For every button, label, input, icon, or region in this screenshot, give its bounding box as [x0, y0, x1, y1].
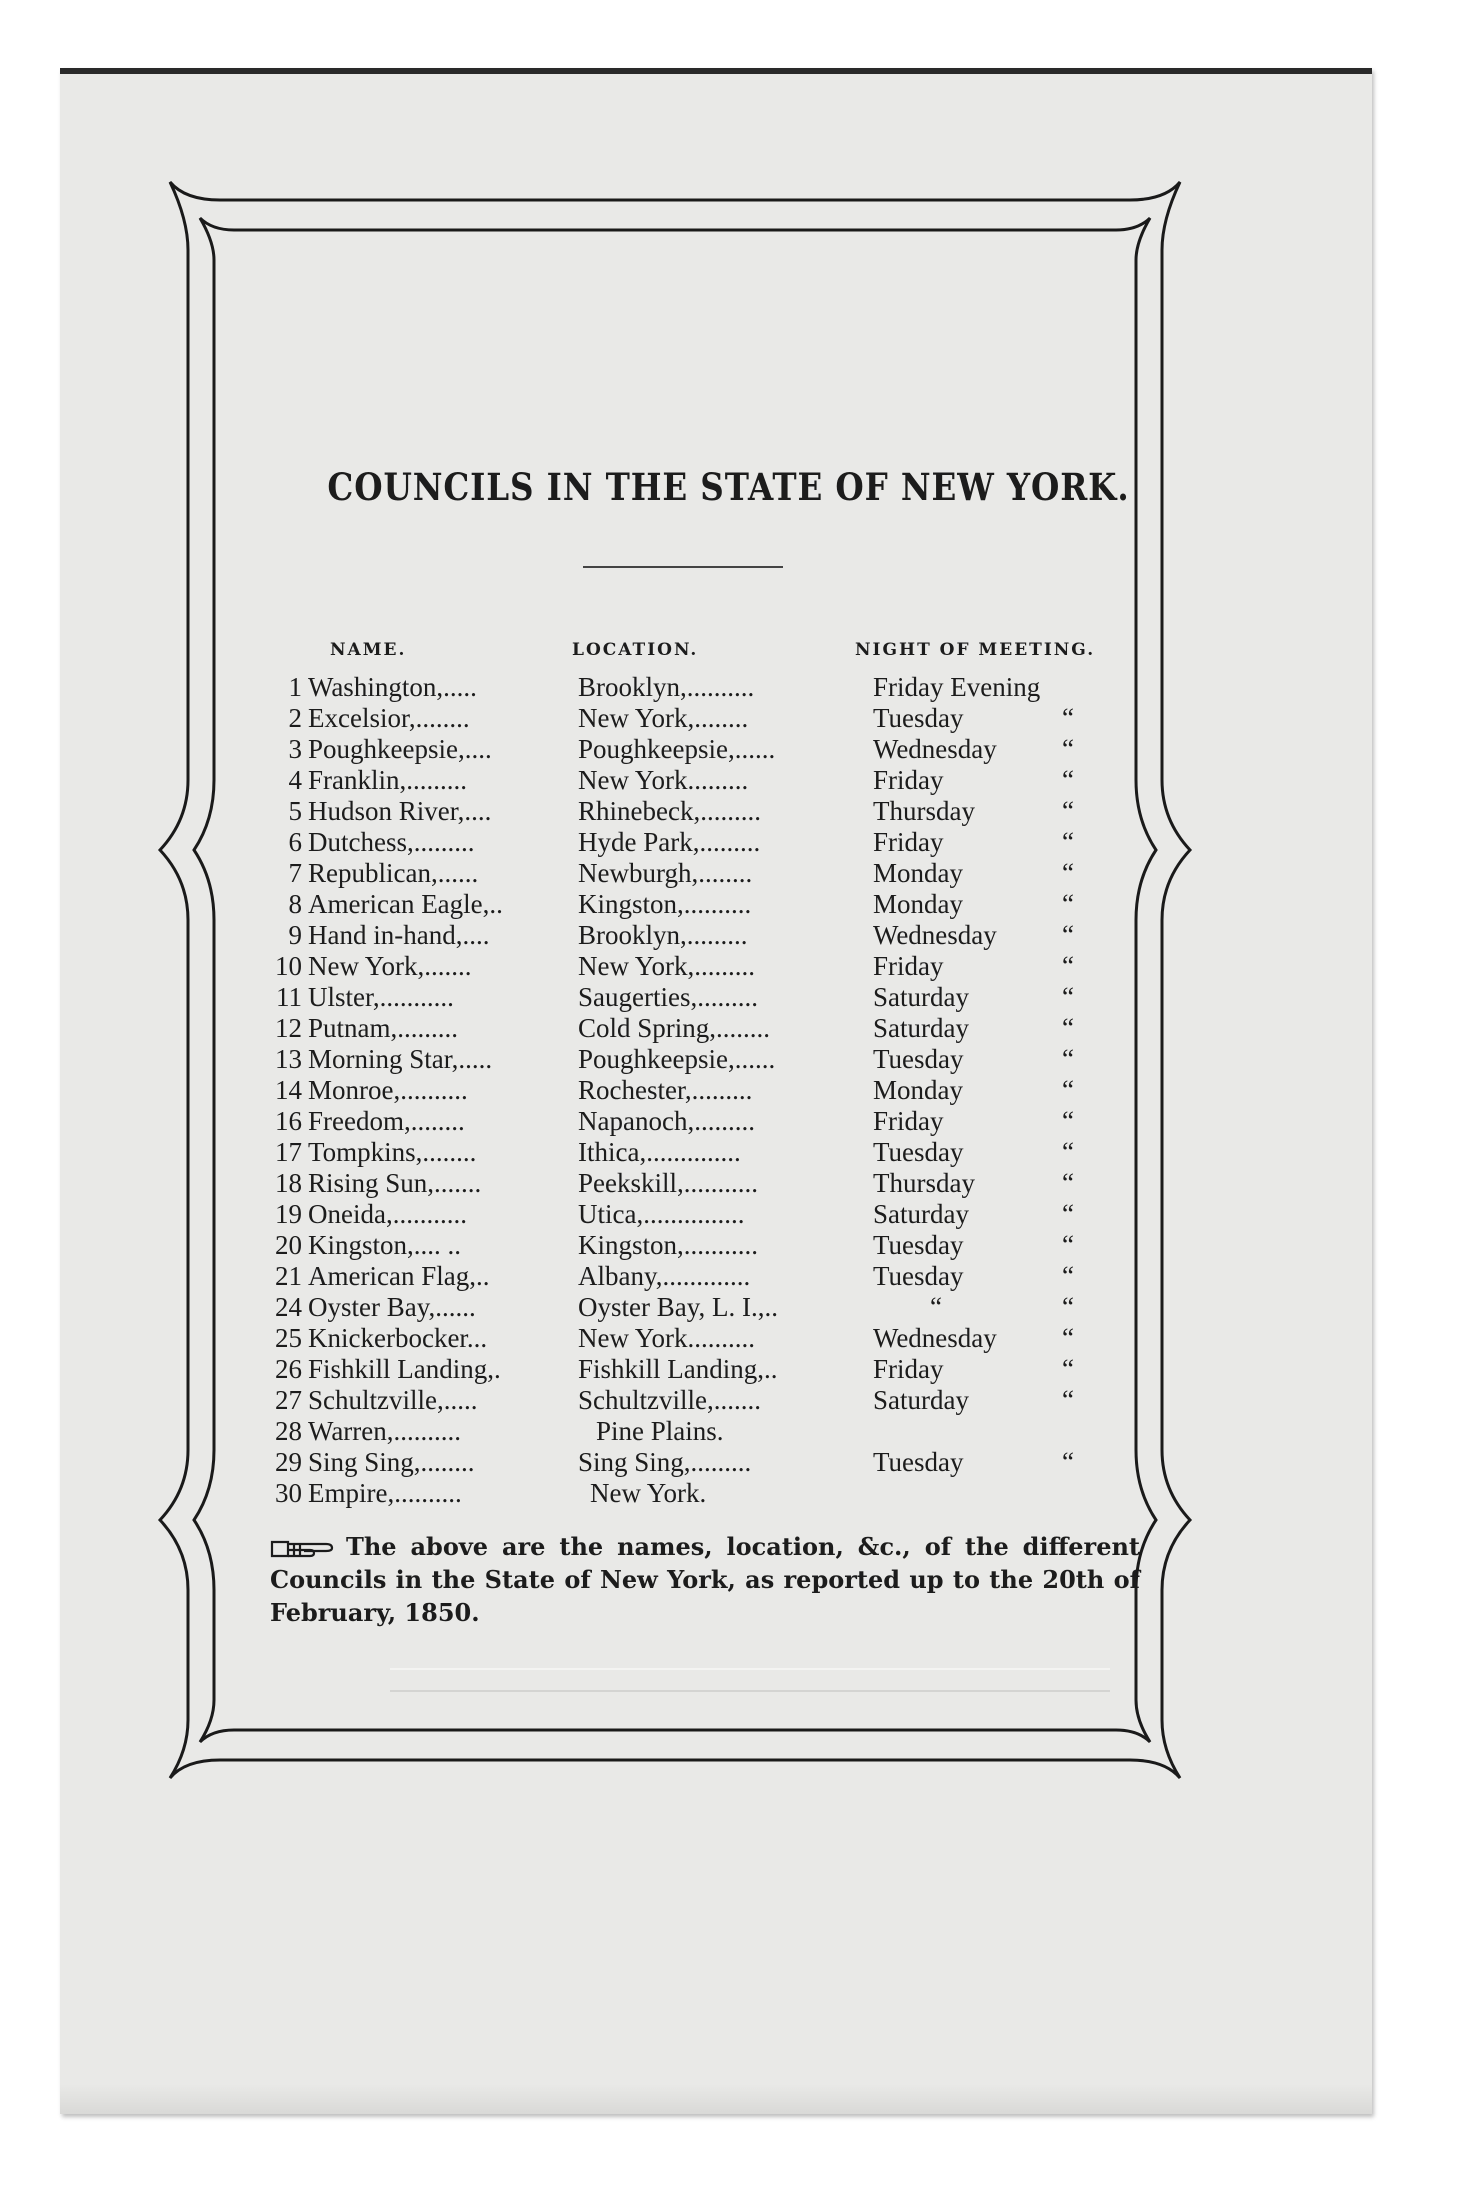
council-name: Rising Sun,.......: [308, 1168, 482, 1198]
row-number: 11: [276, 982, 302, 1012]
meeting-night: Thursday: [873, 1168, 975, 1198]
row-number: 21: [275, 1261, 302, 1291]
council-location: Sing Sing,.........: [578, 1447, 752, 1477]
council-location: Newburgh,........: [578, 858, 753, 888]
table-row: [0, 1199, 1457, 1230]
council-name: Kingston,.... ..: [308, 1230, 462, 1260]
table-row: [0, 982, 1457, 1013]
row-number: 29: [275, 1447, 302, 1477]
table-row: [0, 1137, 1457, 1168]
meeting-night: Monday: [873, 858, 963, 888]
council-location: New York.: [590, 1478, 707, 1508]
row-number: 4: [288, 765, 302, 795]
table-row: [0, 1075, 1457, 1106]
council-name: American Flag,..: [308, 1261, 490, 1291]
council-location: Saugerties,.........: [578, 982, 758, 1012]
row-number: 5: [288, 796, 302, 826]
ditto-mark: “: [1062, 1323, 1074, 1353]
council-name: Freedom,........: [308, 1106, 465, 1136]
meeting-night: Wednesday: [873, 1323, 997, 1353]
council-location: Peekskill,...........: [578, 1168, 758, 1198]
council-name: Putnam,.........: [308, 1013, 459, 1043]
council-name: Republican,......: [308, 858, 479, 888]
council-location: Brooklyn,.........: [578, 920, 748, 950]
council-location: Pine Plains.: [596, 1416, 724, 1446]
row-number: 14: [275, 1075, 302, 1105]
meeting-night: Friday: [873, 827, 944, 857]
table-row: [0, 1478, 1457, 1509]
council-name: Schultzville,.....: [308, 1385, 478, 1415]
ditto-mark: “: [1062, 765, 1074, 795]
row-number: 18: [275, 1168, 302, 1198]
ditto-mark: “: [1062, 889, 1074, 919]
council-name: Knickerbocker...: [308, 1323, 488, 1353]
table-row: [0, 889, 1457, 920]
table-row: [0, 920, 1457, 951]
page-title: COUNCILS IN THE STATE OF NEW YORK.: [327, 465, 1130, 509]
table-row: [0, 951, 1457, 982]
row-number: 10: [275, 951, 302, 981]
council-location: Hyde Park,.........: [578, 827, 761, 857]
council-name: Fishkill Landing,.: [308, 1354, 501, 1384]
council-location: Kingston,..........: [578, 889, 752, 919]
meeting-night: Friday: [873, 1354, 944, 1384]
ditto-mark: “: [1062, 827, 1074, 857]
row-number: 28: [275, 1416, 302, 1446]
council-location: New York.........: [578, 765, 749, 795]
council-name: Hudson River,....: [308, 796, 492, 826]
council-name: Excelsior,........: [308, 703, 470, 733]
pointing-hand-icon: [270, 1538, 334, 1560]
row-number: 13: [275, 1044, 302, 1074]
council-location: New York..........: [578, 1323, 756, 1353]
table-row: [0, 1013, 1457, 1044]
table-row: [0, 1385, 1457, 1416]
table-row: [0, 1230, 1457, 1261]
header-night-of-meeting: NIGHT OF MEETING.: [855, 640, 1096, 660]
council-location: Poughkeepsie,......: [578, 734, 776, 764]
council-name: Sing Sing,........: [308, 1447, 475, 1477]
ditto-mark: “: [1062, 703, 1074, 733]
council-location: Schultzville,.......: [578, 1385, 761, 1415]
row-number: 9: [288, 920, 302, 950]
council-name: American Eagle,..: [308, 889, 503, 919]
meeting-night: Saturday: [873, 982, 969, 1012]
council-location: Poughkeepsie,......: [578, 1044, 776, 1074]
table-row: [0, 672, 1457, 703]
meeting-night: Friday: [873, 1106, 944, 1136]
meeting-night: Friday Evening: [873, 672, 1041, 702]
ditto-mark: “: [1062, 1292, 1074, 1322]
ditto-mark: “: [1062, 1230, 1074, 1260]
council-location: Oyster Bay, L. I.,..: [578, 1292, 778, 1322]
row-number: 3: [288, 734, 302, 764]
row-number: 2: [288, 703, 302, 733]
council-name: Ulster,...........: [308, 982, 454, 1012]
row-number: 12: [275, 1013, 302, 1043]
meeting-night: Friday: [873, 951, 944, 981]
council-name: Tompkins,........: [308, 1137, 477, 1167]
meeting-night: Saturday: [873, 1013, 969, 1043]
council-location: Rochester,.........: [578, 1075, 753, 1105]
ditto-mark: “: [1062, 1261, 1074, 1291]
table-row: [0, 796, 1457, 827]
council-name: Oyster Bay,......: [308, 1292, 476, 1322]
column-headers: [0, 640, 1457, 664]
ditto-mark: “: [1062, 1106, 1074, 1136]
council-name: Oneida,...........: [308, 1199, 467, 1229]
table-row: [0, 1354, 1457, 1385]
meeting-night: Saturday: [873, 1385, 969, 1415]
footnote-text: The above are the names, location, &c., of the different Councils in the State of New York, as reported up to the 20th of February, 1850.: [270, 1532, 1140, 1627]
table-row: [0, 827, 1457, 858]
meeting-night: “: [930, 1292, 942, 1322]
ditto-mark: “: [1062, 1013, 1074, 1043]
row-number: 16: [275, 1106, 302, 1136]
header-name: NAME.: [330, 640, 407, 660]
ditto-mark: “: [1062, 858, 1074, 888]
table-row: [0, 1168, 1457, 1199]
ditto-mark: “: [1062, 920, 1074, 950]
council-location: Utica,...............: [578, 1199, 745, 1229]
council-location: Cold Spring,........: [578, 1013, 771, 1043]
council-location: New York,........: [578, 703, 749, 733]
row-number: 8: [288, 889, 302, 919]
row-number: 27: [275, 1385, 302, 1415]
council-location: Brooklyn,..........: [578, 672, 755, 702]
council-name: New York,.......: [308, 951, 472, 981]
row-number: 24: [275, 1292, 302, 1322]
council-name: Empire,..........: [308, 1478, 462, 1508]
meeting-night: Tuesday: [873, 703, 964, 733]
council-name: Dutchess,.........: [308, 827, 475, 857]
meeting-night: Wednesday: [873, 734, 997, 764]
council-name: Franklin,.........: [308, 765, 467, 795]
ditto-mark: “: [1062, 951, 1074, 981]
council-name: Morning Star,.....: [308, 1044, 493, 1074]
row-number: 6: [288, 827, 302, 857]
ditto-mark: “: [1062, 1385, 1074, 1415]
ditto-mark: “: [1062, 1199, 1074, 1229]
meeting-night: Friday: [873, 765, 944, 795]
council-location: New York,.........: [578, 951, 756, 981]
table-row: [0, 734, 1457, 765]
row-number: 17: [275, 1137, 302, 1167]
council-name: Warren,..........: [308, 1416, 462, 1446]
meeting-night: Monday: [873, 889, 963, 919]
meeting-night: Tuesday: [873, 1230, 964, 1260]
council-location: Ithica,..............: [578, 1137, 741, 1167]
meeting-night: Wednesday: [873, 920, 997, 950]
table-row: [0, 1106, 1457, 1137]
meeting-night: Tuesday: [873, 1261, 964, 1291]
council-name: Monroe,..........: [308, 1075, 468, 1105]
meeting-night: Monday: [873, 1075, 963, 1105]
row-number: 30: [275, 1478, 302, 1508]
council-name: Hand in-hand,....: [308, 920, 490, 950]
ditto-mark: “: [1062, 982, 1074, 1012]
ditto-mark: “: [1062, 1075, 1074, 1105]
council-name: Washington,.....: [308, 672, 477, 702]
table-row: [0, 1416, 1457, 1447]
table-row: [0, 1261, 1457, 1292]
embossed-strip: [390, 1668, 1110, 1692]
ditto-mark: “: [1062, 1137, 1074, 1167]
table-row: [0, 1447, 1457, 1478]
ditto-mark: “: [1062, 1168, 1074, 1198]
council-location: Kingston,...........: [578, 1230, 759, 1260]
council-location: Rhinebeck,.........: [578, 796, 761, 826]
header-location: LOCATION.: [572, 640, 699, 660]
meeting-night: Tuesday: [873, 1044, 964, 1074]
table-row: [0, 1292, 1457, 1323]
table-row: [0, 765, 1457, 796]
row-number: 26: [275, 1354, 302, 1384]
council-location: Napanoch,.........: [578, 1106, 755, 1136]
meeting-night: Tuesday: [873, 1137, 964, 1167]
council-name: Poughkeepsie,....: [308, 734, 492, 764]
meeting-night: Saturday: [873, 1199, 969, 1229]
row-number: 7: [288, 858, 302, 888]
ditto-mark: “: [1062, 734, 1074, 764]
row-number: 19: [275, 1199, 302, 1229]
ditto-mark: “: [1062, 1044, 1074, 1074]
ditto-mark: “: [1062, 1354, 1074, 1384]
table-row: [0, 1323, 1457, 1354]
table-row: [0, 703, 1457, 734]
row-number: 1: [288, 672, 302, 702]
table-row: [0, 858, 1457, 889]
council-location: Albany,.............: [578, 1261, 751, 1291]
meeting-night: Tuesday: [873, 1447, 964, 1477]
footnote: [270, 1530, 1140, 1629]
row-number: 25: [275, 1323, 302, 1353]
ditto-mark: “: [1062, 796, 1074, 826]
table-row: [0, 1044, 1457, 1075]
title-rule: [583, 566, 783, 568]
row-number: 20: [275, 1230, 302, 1260]
council-location: Fishkill Landing,..: [578, 1354, 778, 1384]
ditto-mark: “: [1062, 1447, 1074, 1477]
meeting-night: Thursday: [873, 796, 975, 826]
